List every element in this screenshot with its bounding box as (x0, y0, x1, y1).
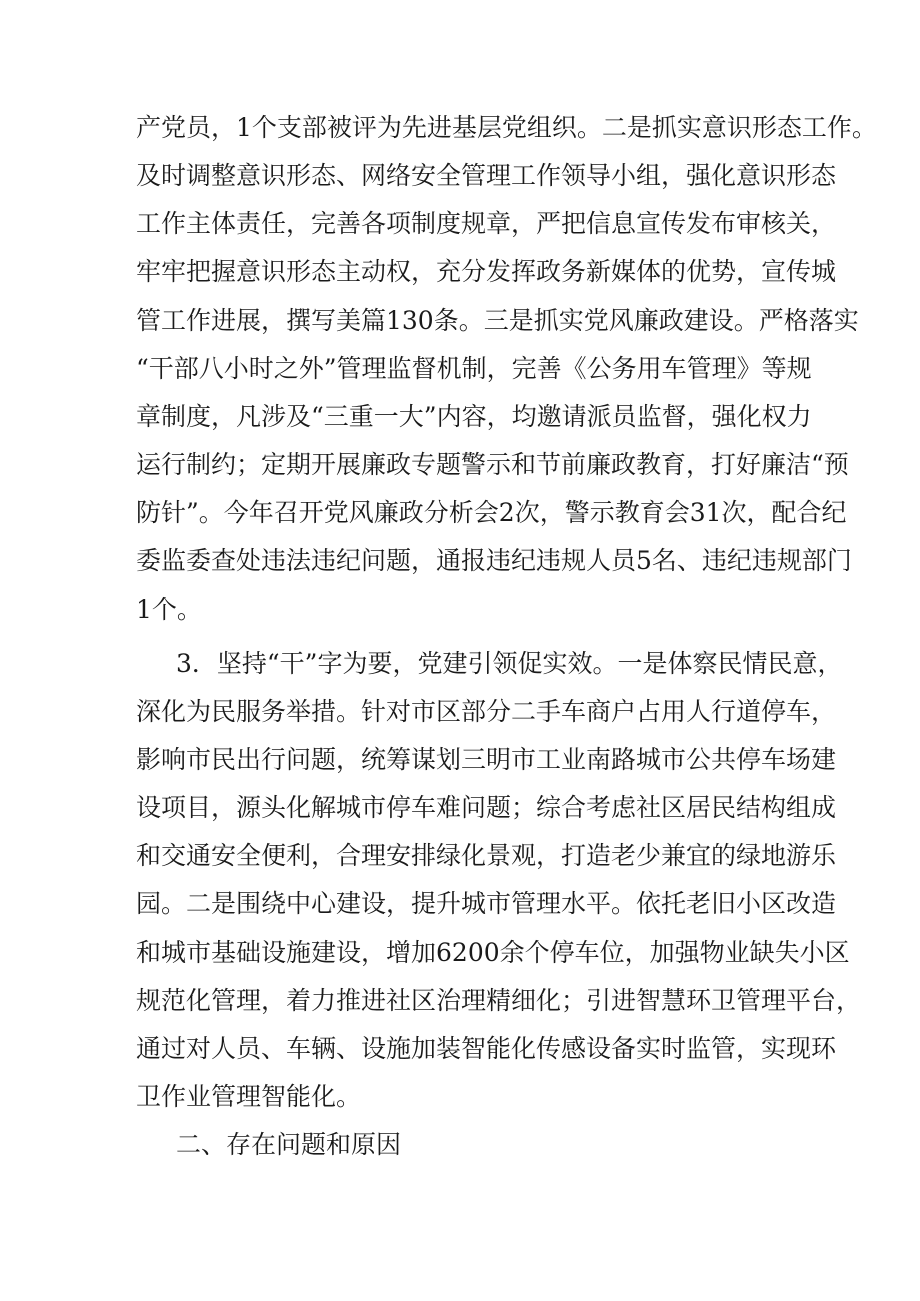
text-line: 牢牢把握意识形态主动权，充分发挥政务新媒体的优势，宣传城 (136, 257, 837, 286)
text-line: 设项目，源头化解城市停车难问题；综合考虑社区居民结构组成 (136, 793, 837, 822)
text-line: 防针”。今年召开党风廉政分析会2次，警示教育会31次，配合纪 (136, 498, 847, 527)
text-line: 卫作业管理智能化。 (136, 1082, 362, 1111)
text-line: 产党员，1个支部被评为先进基层党组织。二是抓实意识形态工作。 (136, 113, 877, 142)
text-line: “干部八小时之外”管理监督机制，完善《公务用车管理》等规 (136, 354, 812, 383)
text-line: 园。二是围绕中心建设，提升城市管理水平。依托老旧小区改造 (136, 889, 837, 918)
text-line: 深化为民服务举措。针对市区部分二手车商户占用人行道停车， (136, 697, 837, 726)
text-line: 3．坚持“干”字为要，党建引领促实效。一是体察民情民意， (176, 649, 843, 678)
text-line: 和城市基础设施建设，增加6200余个停车位，加强物业缺失小区 (136, 938, 850, 967)
text-line: 和交通安全便利，合理安排绿化景观，打造老少兼宜的绿地游乐 (136, 841, 837, 870)
section-heading: 二、存在问题和原因 (176, 1130, 402, 1159)
text-line: 通过对人员、车辆、设施加装智能化传感设备实时监管，实现环 (136, 1034, 837, 1063)
text-line: 工作主体责任，完善各项制度规章，严把信息宣传发布审核关， (136, 209, 837, 238)
text-line: 规范化管理，着力推进社区治理精细化；引进智慧环卫管理平台， (136, 986, 862, 1015)
text-line: 章制度，凡涉及“三重一大”内容，均邀请派员监督，强化权力 (136, 402, 812, 431)
text-line: 及时调整意识形态、网络安全管理工作领导小组，强化意识形态 (136, 161, 837, 190)
text-line: 委监委查处违法违纪问题，通报违纪违规人员5名、违纪违规部门 (136, 546, 852, 575)
text-line: 运行制约；定期开展廉政专题警示和节前廉政教育，打好廉洁“预 (136, 450, 849, 479)
text-line: 1个。 (136, 595, 202, 624)
text-line: 影响市民出行问题，统筹谋划三明市工业南路城市公共停车场建 (136, 745, 837, 774)
text-line: 管工作进展，撰写美篇130条。三是抓实党风廉政建设。严格落实 (136, 306, 859, 335)
